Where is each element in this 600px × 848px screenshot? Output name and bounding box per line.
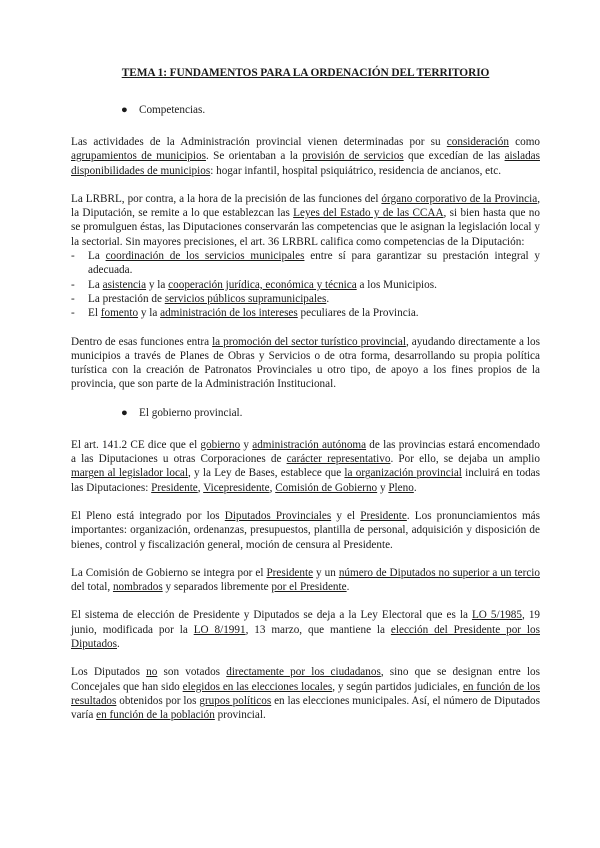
paragraph: El Pleno está integrado por los Diputados Provinciales y el Presidente. Los pronunciamientos más importantes: organización, ordenanzas, presupuestos, plantilla de personal, adquisición y disposición de bienes, control y fiscalización general, moción de censura al Presidente. xyxy=(71,509,540,551)
bullet-icon: ● xyxy=(121,406,128,419)
paragraph: El sistema de elección de Presidente y Diputados se deja a la Ley Electoral que es la LO 5/1985, 19 junio, modificada por la LO 8/1991, 13 marzo, que mantiene la elección del Presidente por los Diputados. xyxy=(71,609,541,651)
paragraph: Dentro de esas funciones entra la promoción del sector turístico provincial, ayudando directamente a los municipios a través de Planes de Obras y Servicios o de otra forma, desarrollando su propia política turística con la creación de Patronatos Provinciales u otro tipo, de apoyo a los fines propios de la provincia, que son parte de la Administración Institucional. xyxy=(71,335,540,391)
list-item: - La coordinación de los servicios municipales entre sí para garantizar su prestación integral y adecuada. xyxy=(71,250,540,277)
paragraph: La Comisión de Gobierno se integra por el Presidente y un número de Diputados no superior a un tercio del total, nombrados y separados libremente por el Presidente. xyxy=(71,566,540,594)
list-item: - La asistencia y la cooperación jurídica, económica y técnica a los Municipios. xyxy=(71,278,437,291)
list-item: - El fomento y la administración de los intereses peculiares de la Provincia. xyxy=(71,307,419,320)
competencias-list xyxy=(71,249,540,320)
page-title: TEMA 1: FUNDAMENTOS PARA LA ORDENACIÓN DEL TERRITORIO xyxy=(121,67,490,79)
paragraph: Los Diputados no son votados directamente por los ciudadanos, sino que se designan entre los Concejales que han sido elegidos en las elecciones locales, y según partidos judiciales, en función de los resultados obtenidos por los grupos políticos en las elecciones municipales. Así, el número de Diputados varía en función de la población provincial. xyxy=(71,666,541,722)
bullet-icon: ● xyxy=(121,104,128,116)
paragraph: Las actividades de la Administración provincial vienen determinadas por su consideración como agrupamientos de municipios. Se orientaban a la provisión de servicios que excedían de las aisladas disponibilidades de municipios: hogar infantil, hospital psiquiátrico, residencia de ancianos, etc. xyxy=(71,136,540,177)
list-item: - La prestación de servicios públicos supramunicipales. xyxy=(71,292,330,305)
paragraph: El art. 141.2 CE dice que el gobierno y administración autónoma de las provincias estará encomendado a las Diputaciones u otras Corporaciones de carácter representativo. Por ello, se dejaba un amplio margen al legislador local, y la Ley de Bases, establece que la organización provincial incluirá en todas las Diputaciones: Presidente, Vicepresidente, Comisión de Gobierno y Pleno. xyxy=(71,438,540,494)
paragraph: La LRBRL, por contra, a la hora de la precisión de las funciones del órgano corporativo de la Provincia, la Diputación, se remite a lo que establezcan las Leyes del Estado y de las CCAA, si bien hasta que no se promulguen éstas, las Diputaciones conservarán las competencias que le asignan la legislación local y la sectorial. Sin mayores precisiones, el art. 36 LRBRL califica como competencias de la Diputación: xyxy=(71,192,540,248)
section-heading-gobierno: ● El gobierno provincial. xyxy=(121,406,243,419)
section-heading-competencias: ● Competencias. xyxy=(121,104,206,116)
